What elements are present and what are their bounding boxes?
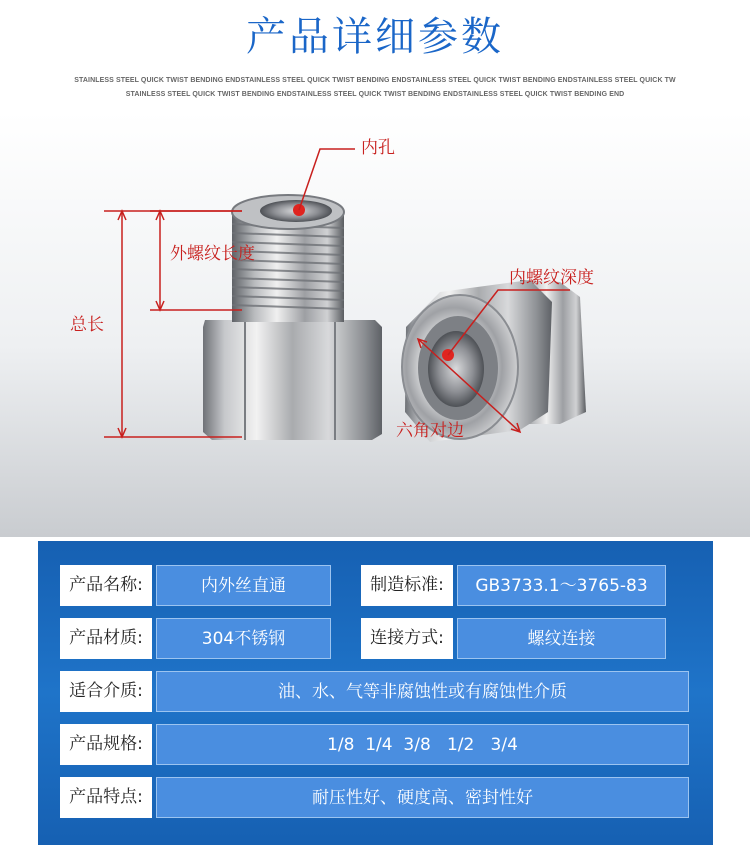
name-value: 内外丝直通 bbox=[156, 565, 331, 606]
spec-row-name-standard bbox=[60, 565, 690, 606]
medium-label: 适合介质: bbox=[60, 671, 152, 712]
feature-value: 耐压性好、硬度高、密封性好 bbox=[156, 777, 689, 818]
spec-row-feature bbox=[60, 777, 690, 818]
product-photo bbox=[0, 112, 750, 537]
label-outer-thread-length: 外螺纹长度 bbox=[170, 244, 255, 264]
connection-label: 连接方式: bbox=[361, 618, 453, 659]
size-value: 1/8 1/4 3/8 1/2 3/4 bbox=[156, 724, 689, 765]
page-title: 产品详细参数 bbox=[246, 14, 504, 60]
spec-row-material-connection bbox=[60, 618, 690, 659]
size-label: 产品规格: bbox=[60, 724, 152, 765]
feature-label: 产品特点: bbox=[60, 777, 152, 818]
label-inner-hole: 内孔 bbox=[361, 138, 395, 158]
material-value: 304不锈钢 bbox=[156, 618, 331, 659]
label-hex-across-flats: 六角对边 bbox=[396, 421, 464, 441]
standard-value: GB3733.1～3765-83 bbox=[457, 565, 666, 606]
standard-label: 制造标准: bbox=[361, 565, 453, 606]
spec-row-medium bbox=[60, 671, 690, 712]
material-label: 产品材质: bbox=[60, 618, 152, 659]
label-inner-thread-depth: 内螺纹深度 bbox=[509, 268, 594, 288]
subtitle-line-1: STAINLESS STEEL QUICK TWIST BENDING ENDSTAINLESS STEEL QUICK TWIST BENDING ENDSTAINLESS STEEL QUICK TWIST BENDING ENDSTAINLESS STEEL QUICK TW bbox=[74, 77, 676, 84]
spec-row-size bbox=[60, 724, 690, 765]
subtitle-line-2: STAINLESS STEEL QUICK TWIST BENDING ENDSTAINLESS STEEL QUICK TWIST BENDING ENDSTAINLESS STEEL QUICK TWIST BENDING END bbox=[125, 91, 625, 98]
name-label: 产品名称: bbox=[60, 565, 152, 606]
connection-value: 螺纹连接 bbox=[457, 618, 666, 659]
medium-value: 油、水、气等非腐蚀性或有腐蚀性介质 bbox=[156, 671, 689, 712]
spec-panel bbox=[38, 541, 713, 845]
label-total-length: 总长 bbox=[70, 315, 104, 335]
